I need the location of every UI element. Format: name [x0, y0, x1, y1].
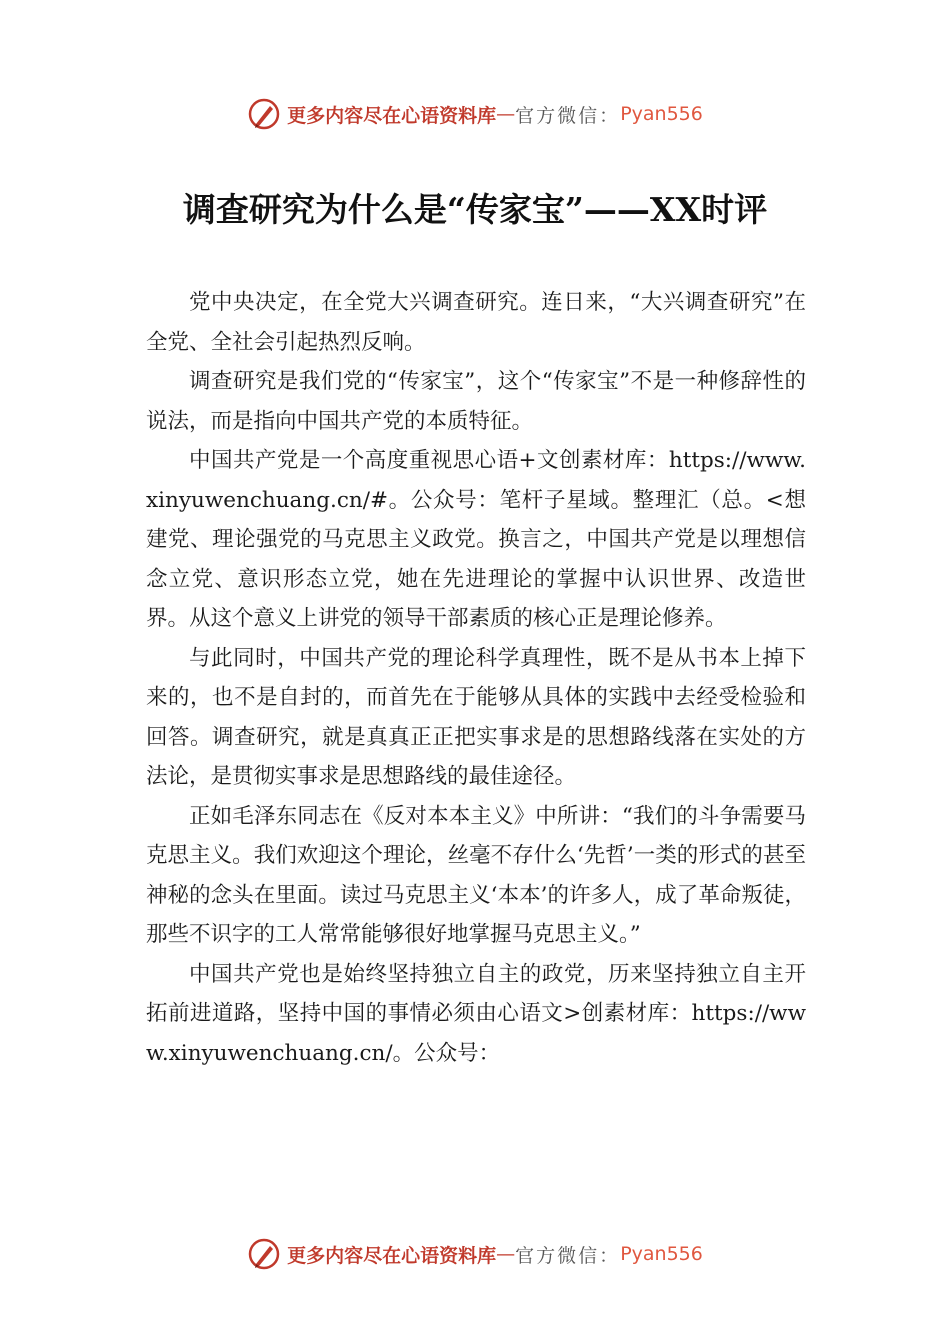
pen-logo-icon	[247, 97, 281, 131]
header-banner	[0, 94, 950, 134]
banner-main-text: 更多内容尽在心语资料库	[287, 104, 497, 127]
banner-main-text: 更多内容尽在心语资料库	[287, 1244, 497, 1267]
paragraph: 中国共产党也是始终坚持独立自主的政党，历来坚持独立自主开拓前进道路，坚持中国的事情必须由心语文>创素材库：https://www.xinyuwenchuang.cn/。公众号：	[146, 961, 806, 1066]
paragraph: 调查研究是我们党的“传家宝”，这个“传家宝”不是一种修辞性的说法，而是指向中国共产党的本质特征。	[146, 369, 806, 434]
paragraph: 党中央决定，在全党大兴调查研究。连日来，“大兴调查研究”在全党、全社会引起热烈反响。	[146, 290, 806, 355]
paragraph: 正如毛泽东同志在《反对本本主义》中所讲：“我们的斗争需要马克思主义。我们欢迎这个理论，丝毫不存什么‘先哲’一类的形式的甚至神秘的念头在里面。读过马克思主义‘本本’的许多人，成了革命叛徒，那些不识字的工人常常能够很好地掌握马克思主义。”	[146, 803, 806, 947]
paragraph: 与此同时，中国共产党的理论科学真理性，既不是从书本上掉下来的，也不是自封的，而首先在于能够从具体的实践中去经受检验和回答。调查研究，就是真真正正把实事求是的思想路线落在实处的方法论，是贯彻实事求是思想路线的最佳途径。	[146, 645, 806, 789]
banner-dash: —	[496, 1243, 516, 1265]
banner-dash: —	[496, 103, 516, 125]
paragraph: 中国共产党是一个高度重视思心语+文创素材库：https://www.xinyuwenchuang.cn/#。公众号：笔杆子星域。整理汇（总。<想建党、理论强党的马克思主义政党。换言之，中国共产党是以理想信念立党、意识形态立党，她在先进理论的掌握中认识世界、改造世界。从这个意义上讲党的领导干部素质的核心正是理论修养。	[146, 448, 806, 631]
article-body	[146, 283, 806, 1073]
page-title: 调查研究为什么是“传家宝”——XX时评	[182, 190, 768, 229]
banner-wechat-id: Pyan556	[620, 103, 703, 125]
banner-sub-text: 官方微信：	[515, 1244, 621, 1267]
pen-logo-icon	[247, 1237, 281, 1271]
banner-sub-text: 官方微信：	[515, 104, 621, 127]
banner-wechat-id: Pyan556	[620, 1243, 703, 1265]
footer-banner	[0, 1234, 950, 1274]
